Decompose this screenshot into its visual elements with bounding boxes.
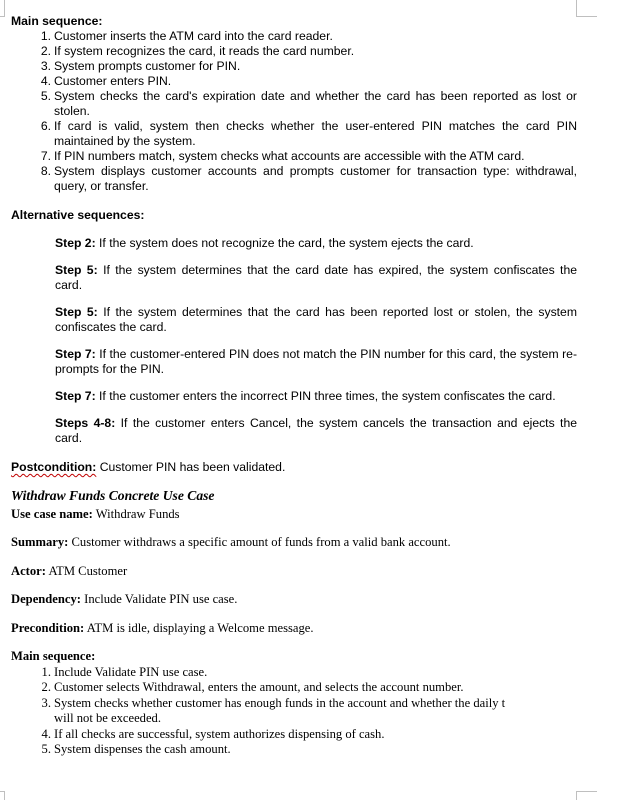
- list-item: [11, 119, 577, 149]
- page-corner-mark: [0, 0, 5, 17]
- alternative-item: [11, 347, 577, 377]
- alternative-text: If the customer enters Cancel, the system cancels the transaction and ejects the card.: [55, 416, 578, 445]
- use-case-name: [11, 507, 577, 523]
- alternative-item: [11, 389, 577, 404]
- main-sequence-section: [11, 14, 577, 194]
- alternative-item: [11, 236, 577, 251]
- list-number: 6.: [40, 119, 51, 133]
- alternative-item: [11, 416, 577, 446]
- list-item: [11, 680, 577, 696]
- summary: [11, 535, 577, 551]
- withdraw-main-sequence-heading: Main sequence:: [11, 649, 96, 663]
- list-text: System dispenses the cash amount.: [54, 742, 231, 756]
- field-label: Dependency:: [11, 592, 81, 606]
- alternative-step-label: Steps 4-8:: [55, 416, 116, 430]
- postcondition-label: Postcondition:: [11, 460, 97, 474]
- alternative-step-label: Step 5:: [55, 263, 98, 277]
- list-item: [11, 665, 577, 681]
- list-item: [11, 696, 577, 712]
- alternative-sequences-section: [11, 208, 577, 446]
- alternative-text: If the customer-entered PIN does not match the PIN number for this card, the system re-prompts for the PIN.: [55, 347, 578, 376]
- list-number: 4.: [41, 726, 51, 741]
- alternative-step-label: Step 5:: [55, 305, 98, 319]
- withdraw-funds-title: Withdraw Funds Concrete Use Case: [11, 488, 215, 503]
- list-item: [11, 742, 577, 758]
- field-value: Include Validate PIN use case.: [84, 592, 238, 606]
- list-number: 5.: [40, 89, 51, 103]
- list-text: If PIN numbers match, system checks what accounts are accessible with the ATM card.: [54, 149, 525, 163]
- alternative-step-label: Step 7:: [55, 389, 96, 403]
- list-number: 2.: [41, 680, 51, 694]
- alternative-step-label: Step 7:: [55, 347, 96, 361]
- page-corner-mark: [576, 0, 597, 17]
- field-value: Customer withdraws a specific amount of funds from a valid bank account.: [71, 535, 451, 549]
- list-item: [11, 74, 577, 89]
- list-text: Customer inserts the ATM card into the card reader.: [54, 29, 333, 43]
- list-text: System checks the card's expiration date and whether the card has been reported as lost or stolen.: [54, 89, 577, 118]
- alternative-step-label: Step 2:: [55, 236, 96, 250]
- list-text: If system recognizes the card, it reads the card number.: [54, 44, 355, 58]
- list-text: If all checks are successful, system authorizes dispensing of cash.: [54, 726, 385, 741]
- field-label: Summary:: [11, 535, 69, 549]
- field-label: Precondition:: [11, 620, 85, 635]
- list-item: [11, 59, 577, 74]
- field-value: ATM is idle, displaying a Welcome message.: [86, 620, 314, 635]
- list-number: 2.: [40, 44, 51, 58]
- withdraw-main-sequence-list: [11, 665, 577, 758]
- alternative-item: [11, 263, 577, 293]
- list-number: 5.: [41, 742, 51, 756]
- field-value: Withdraw Funds: [95, 506, 180, 521]
- alternative-text: If the system determines that the card has been reported lost or stolen, the system confiscates the card.: [55, 305, 577, 334]
- alternative-text: If the system does not recognize the card, the system ejects the card.: [99, 236, 474, 250]
- field-value: ATM Customer: [48, 563, 128, 578]
- list-text: System displays customer accounts and prompts customer for transaction type: withdrawal, query, or transfer.: [54, 164, 577, 193]
- list-item: [11, 727, 577, 743]
- actor: [11, 564, 577, 580]
- field-label: Use case name:: [11, 506, 93, 521]
- document-page: [11, 14, 577, 758]
- list-item: [11, 149, 577, 164]
- dependency: [11, 592, 577, 608]
- alternative-text: If the system determines that the card date has expired, the system confiscates the card.: [55, 263, 578, 292]
- main-sequence-list: [11, 29, 577, 194]
- list-item: [11, 164, 577, 194]
- list-number: 4.: [40, 74, 51, 88]
- main-sequence-heading: Main sequence:: [11, 14, 103, 28]
- list-text: System prompts customer for PIN.: [54, 59, 241, 73]
- withdraw-funds-section: [11, 488, 577, 758]
- list-text: Customer selects Withdrawal, enters the amount, and selects the account number.: [54, 680, 464, 694]
- postcondition: [11, 460, 577, 475]
- alternative-text: If the customer enters the incorrect PIN three times, the system confiscates the card.: [99, 389, 556, 403]
- list-number: 3.: [41, 695, 51, 710]
- list-text: If card is valid, system then checks whether the user-entered PIN matches the card PIN maintained by the system.: [54, 119, 577, 148]
- list-text: Include Validate PIN use case.: [54, 664, 208, 679]
- list-number: 7.: [40, 149, 51, 163]
- list-number: 1.: [41, 664, 51, 679]
- list-text: System checks whether customer has enough funds in the account and whether the daily t: [54, 695, 506, 710]
- list-number: 1.: [40, 29, 51, 43]
- list-item: [11, 711, 577, 727]
- list-item: [11, 89, 577, 119]
- list-item: [11, 29, 577, 44]
- alternative-item: [11, 305, 577, 335]
- list-number: 3.: [40, 59, 51, 73]
- precondition: [11, 621, 577, 637]
- field-label: Actor:: [11, 563, 46, 578]
- alternative-sequences-heading: Alternative sequences:: [11, 208, 145, 222]
- list-number: 8.: [40, 164, 51, 178]
- list-text: Customer enters PIN.: [54, 74, 172, 88]
- list-text: will not be exceeded.: [54, 711, 162, 725]
- list-item: [11, 44, 577, 59]
- postcondition-text: Customer PIN has been validated.: [99, 460, 286, 474]
